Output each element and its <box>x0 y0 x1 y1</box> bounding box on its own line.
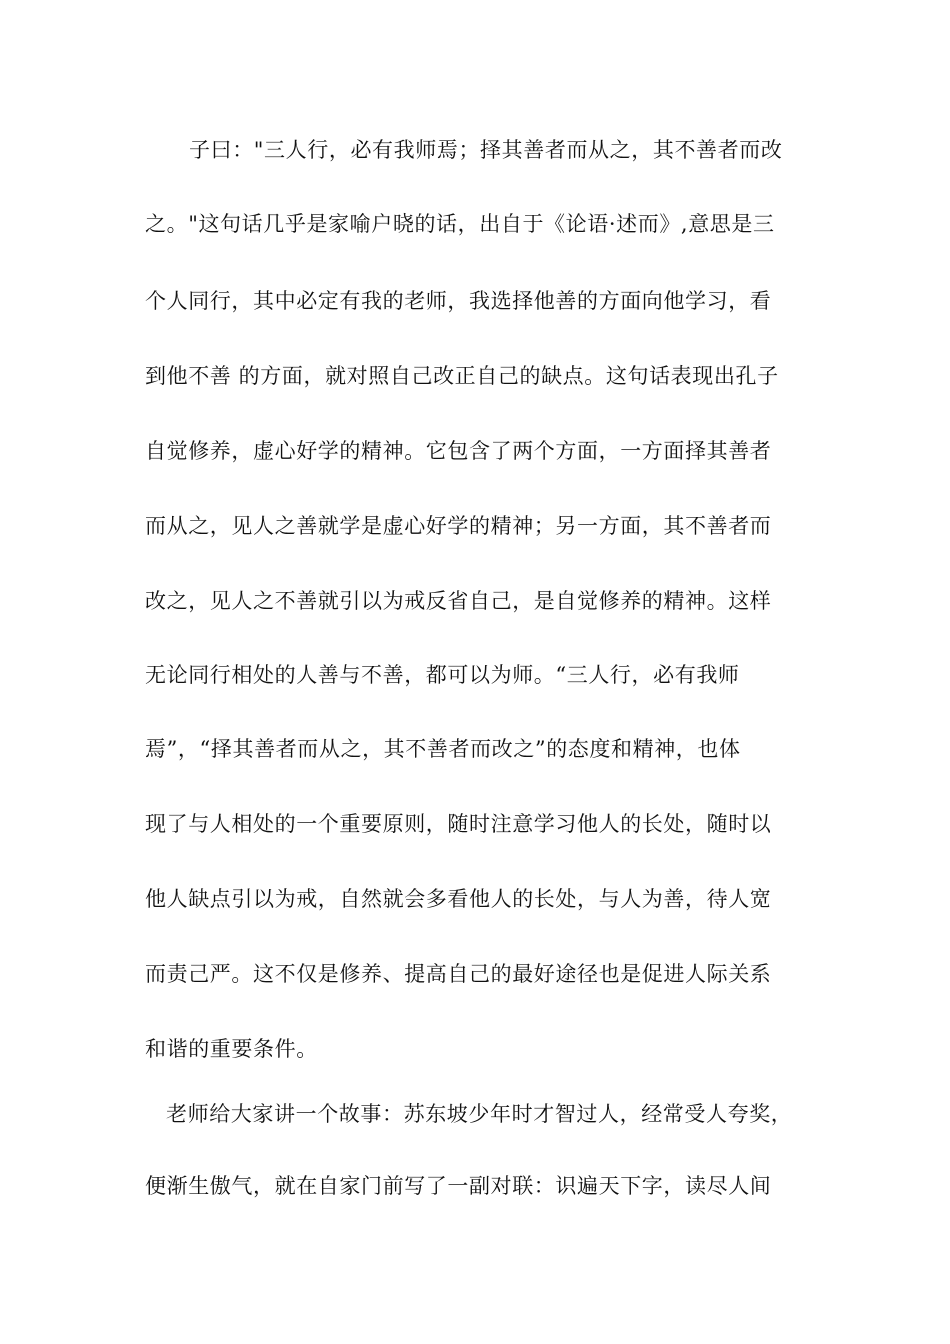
paragraph-1-line-1: 子曰："三人行，必有我师焉；择其善者而从之，其不善者而改 <box>189 138 783 162</box>
paragraph-1-line-10: 现了与人相处的一个重要原则，随时注意学习他人的长处，随时以 <box>145 812 772 836</box>
paragraph-1-line-6: 而从之，见人之善就学是虚心好学的精神；另一方面，其不善者而 <box>145 514 772 538</box>
paragraph-1-line-7: 改之，见人之不善就引以为戒反省自己，是自觉修养的精神。这样 <box>145 589 772 613</box>
paragraph-1-line-5: 自觉修养，虚心好学的精神。它包含了两个方面，一方面择其善者 <box>145 439 772 463</box>
paragraph-1-line-8: 无论同行相处的人善与不善，都可以为师。“三人行，必有我师 <box>145 663 740 687</box>
paragraph-1-line-9: 焉”，“择其善者而从之，其不善者而改之”的态度和精神，也体 <box>145 737 741 761</box>
paragraph-1-line-4: 到他不善 的方面，就对照自己改正自己的缺点。这句话表现出孔子 <box>145 364 779 388</box>
paragraph-1-line-11: 他人缺点引以为戒，自然就会多看他人的长处，与人为善，待人宽 <box>145 887 772 911</box>
paragraph-1-line-13: 和谐的重要条件。 <box>145 1037 318 1061</box>
paragraph-1-line-2: 之。"这句话几乎是家喻户晓的话，出自于《论语·述而》,意思是三 <box>145 212 775 236</box>
paragraph-2-line-2: 便渐生傲气，就在自家门前写了一副对联：识遍天下字，读尽人间 <box>145 1174 772 1198</box>
paragraph-1-line-12: 而责己严。这不仅是修养、提高自己的最好途径也是促进人际关系 <box>145 962 772 986</box>
paragraph-1-line-3: 个人同行，其中必定有我的老师，我选择他善的方面向他学习，看 <box>145 289 772 313</box>
paragraph-2-line-1: 老师给大家讲一个故事：苏东坡少年时才智过人，经常受人夸奖， <box>166 1102 793 1126</box>
